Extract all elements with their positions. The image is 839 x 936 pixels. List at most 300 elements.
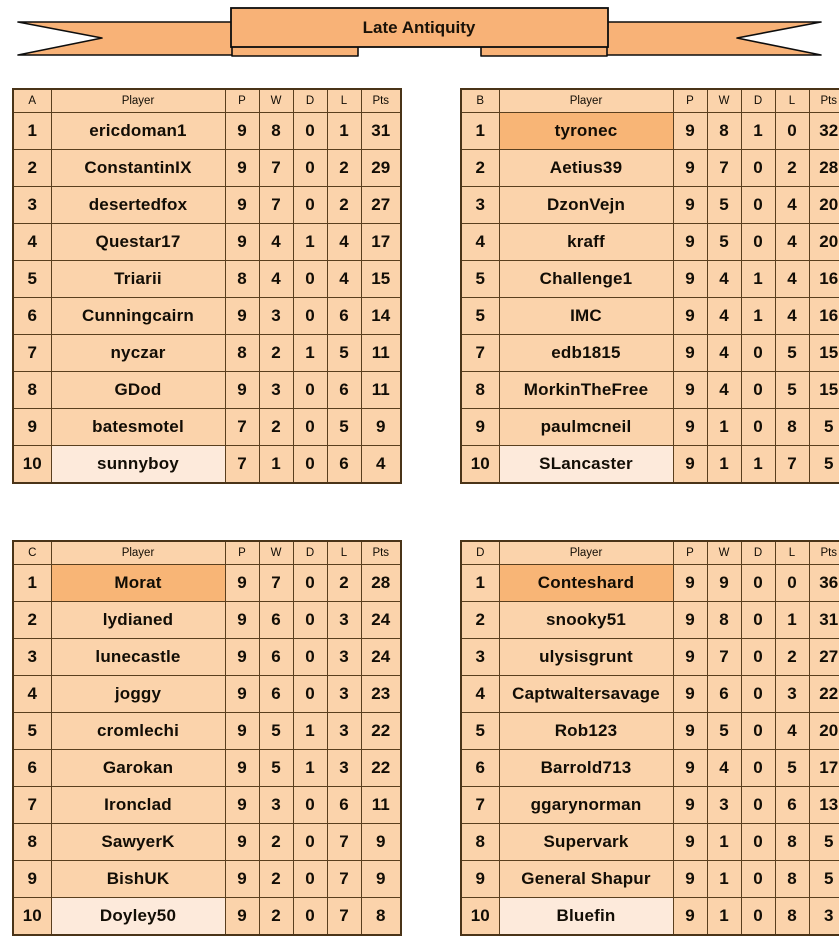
cell-player: Challenge1 [499, 261, 673, 298]
table-row[interactable] [13, 602, 401, 639]
cell-p: 9 [673, 224, 707, 261]
column-header-w[interactable]: W [707, 541, 741, 565]
table-header-row [13, 89, 401, 113]
cell-rank: 4 [461, 224, 499, 261]
cell-l: 2 [327, 150, 361, 187]
cell-d: 0 [741, 224, 775, 261]
cell-w: 1 [707, 446, 741, 484]
table-row[interactable] [461, 750, 839, 787]
table-row[interactable] [461, 113, 839, 150]
cell-player: IMC [499, 298, 673, 335]
cell-player: GDod [51, 372, 225, 409]
column-header-l[interactable]: L [775, 89, 809, 113]
cell-l: 3 [327, 713, 361, 750]
cell-d: 1 [293, 335, 327, 372]
cell-p: 9 [225, 602, 259, 639]
grid-spacer [0, 484, 839, 540]
cell-rank: 6 [13, 750, 51, 787]
group-letter-b: B [461, 89, 499, 113]
cell-l: 2 [775, 639, 809, 676]
cell-player: SLancaster [499, 446, 673, 484]
cell-d: 1 [741, 298, 775, 335]
standings-table-d [460, 540, 839, 936]
cell-p: 9 [225, 750, 259, 787]
cell-p: 9 [673, 150, 707, 187]
cell-l: 3 [327, 639, 361, 676]
cell-player: Supervark [499, 824, 673, 861]
cell-l: 8 [775, 824, 809, 861]
table-row[interactable] [13, 150, 401, 187]
cell-p: 9 [673, 372, 707, 409]
cell-rank: 1 [461, 565, 499, 602]
cell-d: 0 [293, 787, 327, 824]
cell-l: 3 [775, 676, 809, 713]
column-header-d[interactable]: D [293, 89, 327, 113]
cell-player: Questar17 [51, 224, 225, 261]
cell-d: 0 [293, 565, 327, 602]
cell-w: 5 [259, 713, 293, 750]
table-row[interactable] [13, 261, 401, 298]
cell-pts: 9 [361, 861, 401, 898]
cell-rank: 7 [13, 335, 51, 372]
column-header-w[interactable]: W [259, 89, 293, 113]
table-row[interactable] [13, 335, 401, 372]
cell-pts: 8 [361, 898, 401, 936]
cell-pts: 13 [809, 787, 839, 824]
cell-pts: 31 [809, 602, 839, 639]
cell-p: 8 [225, 261, 259, 298]
column-header-l[interactable]: L [327, 89, 361, 113]
cell-p: 9 [673, 713, 707, 750]
table-row[interactable] [461, 446, 839, 484]
cell-d: 0 [741, 187, 775, 224]
cell-d: 0 [741, 787, 775, 824]
cell-rank: 3 [13, 187, 51, 224]
cell-pts: 5 [809, 409, 839, 446]
cell-w: 2 [259, 861, 293, 898]
table-row[interactable] [461, 676, 839, 713]
cell-pts: 5 [809, 446, 839, 484]
cell-p: 7 [225, 446, 259, 484]
cell-p: 8 [225, 335, 259, 372]
cell-player: paulmcneil [499, 409, 673, 446]
cell-d: 0 [741, 602, 775, 639]
cell-w: 4 [259, 224, 293, 261]
cell-rank: 4 [13, 676, 51, 713]
cell-d: 0 [293, 298, 327, 335]
cell-p: 9 [225, 187, 259, 224]
standings-table-a [12, 88, 402, 484]
standings-row-bottom [0, 540, 839, 936]
cell-w: 2 [259, 335, 293, 372]
cell-p: 9 [225, 898, 259, 936]
cell-player: sunnyboy [51, 446, 225, 484]
cell-d: 0 [293, 150, 327, 187]
cell-pts: 17 [361, 224, 401, 261]
cell-w: 1 [707, 861, 741, 898]
column-header-player[interactable]: Player [499, 89, 673, 113]
cell-p: 9 [225, 787, 259, 824]
cell-rank: 9 [13, 861, 51, 898]
cell-pts: 36 [809, 565, 839, 602]
cell-w: 7 [707, 639, 741, 676]
cell-d: 0 [741, 861, 775, 898]
table-row[interactable] [13, 298, 401, 335]
cell-pts: 15 [361, 261, 401, 298]
standings-body-b [461, 113, 839, 484]
cell-d: 0 [741, 750, 775, 787]
cell-l: 5 [775, 372, 809, 409]
cell-rank: 7 [13, 787, 51, 824]
cell-player: BishUK [51, 861, 225, 898]
column-header-p[interactable]: P [673, 89, 707, 113]
cell-pts: 15 [809, 335, 839, 372]
cell-w: 4 [707, 298, 741, 335]
banner-header [0, 0, 839, 72]
table-row[interactable] [13, 639, 401, 676]
table-row[interactable] [461, 861, 839, 898]
cell-w: 1 [707, 824, 741, 861]
cell-w: 6 [259, 676, 293, 713]
cell-w: 7 [259, 150, 293, 187]
cell-l: 7 [327, 861, 361, 898]
cell-rank: 5 [461, 261, 499, 298]
column-header-p[interactable]: P [673, 541, 707, 565]
cell-rank: 5 [461, 713, 499, 750]
cell-w: 7 [707, 150, 741, 187]
cell-p: 9 [673, 446, 707, 484]
standings-body-d [461, 565, 839, 936]
cell-player: tyronec [499, 113, 673, 150]
cell-player: ericdoman1 [51, 113, 225, 150]
cell-player: edb1815 [499, 335, 673, 372]
column-header-l[interactable]: L [327, 541, 361, 565]
column-header-player[interactable]: Player [499, 541, 673, 565]
standings-body-c [13, 565, 401, 936]
cell-rank: 9 [461, 409, 499, 446]
cell-player: Cunningcairn [51, 298, 225, 335]
cell-p: 9 [673, 750, 707, 787]
cell-l: 5 [327, 335, 361, 372]
standings-body-a [13, 113, 401, 484]
cell-player: Captwaltersavage [499, 676, 673, 713]
cell-pts: 9 [361, 409, 401, 446]
cell-p: 9 [673, 187, 707, 224]
table-row[interactable] [13, 446, 401, 484]
table-row[interactable] [13, 187, 401, 224]
table-row[interactable] [461, 372, 839, 409]
group-b-container [430, 88, 839, 484]
cell-pts: 22 [361, 750, 401, 787]
column-header-pts[interactable]: Pts [361, 541, 401, 565]
table-row[interactable] [461, 298, 839, 335]
cell-pts: 16 [809, 261, 839, 298]
cell-pts: 20 [809, 713, 839, 750]
table-row[interactable] [13, 824, 401, 861]
cell-p: 9 [225, 861, 259, 898]
cell-p: 9 [225, 713, 259, 750]
cell-pts: 20 [809, 187, 839, 224]
cell-player: snooky51 [499, 602, 673, 639]
cell-rank: 3 [13, 639, 51, 676]
cell-pts: 11 [361, 335, 401, 372]
table-row[interactable] [461, 409, 839, 446]
cell-pts: 15 [809, 372, 839, 409]
cell-d: 0 [293, 602, 327, 639]
cell-l: 6 [775, 787, 809, 824]
cell-l: 8 [775, 861, 809, 898]
cell-rank: 9 [13, 409, 51, 446]
group-a-container [0, 88, 430, 484]
cell-player: Aetius39 [499, 150, 673, 187]
cell-rank: 10 [13, 898, 51, 936]
table-row[interactable] [461, 787, 839, 824]
table-row[interactable] [461, 565, 839, 602]
cell-rank: 9 [461, 861, 499, 898]
table-row[interactable] [461, 602, 839, 639]
group-letter-a: A [13, 89, 51, 113]
cell-d: 0 [293, 446, 327, 484]
cell-player: Triarii [51, 261, 225, 298]
cell-player: desertedfox [51, 187, 225, 224]
cell-p: 9 [225, 372, 259, 409]
table-row[interactable] [13, 713, 401, 750]
cell-l: 2 [775, 150, 809, 187]
cell-w: 5 [259, 750, 293, 787]
cell-d: 0 [293, 676, 327, 713]
column-header-w[interactable]: W [259, 541, 293, 565]
cell-l: 5 [775, 750, 809, 787]
cell-rank: 10 [13, 446, 51, 484]
cell-player: ulysisgrunt [499, 639, 673, 676]
cell-p: 9 [673, 113, 707, 150]
cell-rank: 8 [461, 372, 499, 409]
cell-l: 1 [775, 602, 809, 639]
cell-w: 5 [707, 224, 741, 261]
cell-pts: 29 [361, 150, 401, 187]
table-row[interactable] [461, 824, 839, 861]
cell-player: cromlechi [51, 713, 225, 750]
cell-rank: 7 [461, 335, 499, 372]
column-header-p[interactable]: P [225, 89, 259, 113]
cell-d: 0 [741, 713, 775, 750]
cell-rank: 8 [13, 372, 51, 409]
cell-pts: 27 [361, 187, 401, 224]
cell-player: SawyerK [51, 824, 225, 861]
cell-pts: 14 [361, 298, 401, 335]
table-row[interactable] [13, 750, 401, 787]
cell-d: 0 [741, 639, 775, 676]
table-row[interactable] [461, 150, 839, 187]
table-row[interactable] [461, 639, 839, 676]
cell-w: 3 [259, 787, 293, 824]
cell-player: MorkinTheFree [499, 372, 673, 409]
cell-p: 9 [673, 565, 707, 602]
cell-pts: 23 [361, 676, 401, 713]
cell-rank: 3 [461, 187, 499, 224]
cell-rank: 4 [461, 676, 499, 713]
table-row[interactable] [13, 372, 401, 409]
cell-p: 9 [673, 824, 707, 861]
cell-d: 0 [293, 824, 327, 861]
cell-rank: 2 [461, 602, 499, 639]
group-c-container [0, 540, 430, 936]
group-d-container [430, 540, 839, 936]
standings-table-b [460, 88, 839, 484]
cell-l: 6 [327, 372, 361, 409]
cell-pts: 5 [809, 824, 839, 861]
cell-pts: 27 [809, 639, 839, 676]
cell-l: 7 [327, 898, 361, 936]
cell-w: 8 [707, 602, 741, 639]
cell-rank: 5 [13, 713, 51, 750]
cell-l: 0 [775, 113, 809, 150]
cell-d: 0 [741, 335, 775, 372]
cell-rank: 8 [13, 824, 51, 861]
cell-l: 5 [775, 335, 809, 372]
cell-p: 9 [673, 787, 707, 824]
cell-player: Morat [51, 565, 225, 602]
cell-l: 3 [327, 676, 361, 713]
cell-w: 1 [707, 898, 741, 936]
cell-w: 7 [259, 565, 293, 602]
cell-w: 4 [707, 750, 741, 787]
cell-l: 4 [327, 261, 361, 298]
cell-rank: 10 [461, 446, 499, 484]
column-header-d[interactable]: D [741, 541, 775, 565]
cell-w: 7 [259, 187, 293, 224]
column-header-player[interactable]: Player [51, 541, 225, 565]
column-header-pts[interactable]: Pts [361, 89, 401, 113]
cell-p: 9 [225, 113, 259, 150]
column-header-d[interactable]: D [741, 89, 775, 113]
cell-player: Barrold713 [499, 750, 673, 787]
cell-pts: 11 [361, 787, 401, 824]
table-row[interactable] [461, 335, 839, 372]
cell-rank: 4 [13, 224, 51, 261]
cell-player: General Shapur [499, 861, 673, 898]
cell-d: 0 [293, 861, 327, 898]
column-header-p[interactable]: P [225, 541, 259, 565]
banner-right-tail [599, 22, 821, 55]
cell-pts: 20 [809, 224, 839, 261]
cell-w: 5 [707, 713, 741, 750]
cell-player: nyczar [51, 335, 225, 372]
cell-d: 1 [741, 446, 775, 484]
cell-p: 9 [673, 409, 707, 446]
cell-d: 1 [293, 750, 327, 787]
group-letter-d: D [461, 541, 499, 565]
cell-w: 6 [259, 602, 293, 639]
cell-w: 6 [707, 676, 741, 713]
cell-pts: 24 [361, 639, 401, 676]
table-row[interactable] [13, 676, 401, 713]
cell-pts: 4 [361, 446, 401, 484]
cell-w: 5 [707, 187, 741, 224]
column-header-pts[interactable]: Pts [809, 89, 839, 113]
cell-p: 9 [225, 824, 259, 861]
cell-player: Ironclad [51, 787, 225, 824]
table-row[interactable] [13, 113, 401, 150]
cell-p: 9 [225, 224, 259, 261]
cell-w: 4 [707, 261, 741, 298]
table-row[interactable] [13, 787, 401, 824]
table-row[interactable] [461, 261, 839, 298]
cell-l: 8 [775, 898, 809, 936]
cell-player: Garokan [51, 750, 225, 787]
cell-pts: 22 [809, 676, 839, 713]
cell-d: 1 [293, 224, 327, 261]
cell-l: 1 [327, 113, 361, 150]
cell-pts: 3 [809, 898, 839, 936]
cell-rank: 6 [13, 298, 51, 335]
cell-rank: 5 [461, 298, 499, 335]
cell-pts: 31 [361, 113, 401, 150]
column-header-pts[interactable]: Pts [809, 541, 839, 565]
banner-left-tail [18, 22, 240, 55]
table-row[interactable] [461, 713, 839, 750]
cell-player: kraff [499, 224, 673, 261]
cell-rank: 7 [461, 787, 499, 824]
cell-player: batesmotel [51, 409, 225, 446]
column-header-l[interactable]: L [775, 541, 809, 565]
cell-pts: 9 [361, 824, 401, 861]
cell-rank: 2 [13, 150, 51, 187]
cell-player: Conteshard [499, 565, 673, 602]
cell-d: 0 [741, 898, 775, 936]
table-row[interactable] [461, 224, 839, 261]
table-row[interactable] [13, 565, 401, 602]
cell-d: 0 [293, 261, 327, 298]
cell-pts: 16 [809, 298, 839, 335]
cell-w: 6 [259, 639, 293, 676]
cell-w: 3 [259, 298, 293, 335]
cell-player: Bluefin [499, 898, 673, 936]
cell-player: Rob123 [499, 713, 673, 750]
cell-p: 9 [673, 298, 707, 335]
cell-rank: 2 [461, 150, 499, 187]
table-row[interactable] [13, 861, 401, 898]
standings-grid [0, 88, 839, 936]
table-row[interactable] [461, 187, 839, 224]
column-header-player[interactable]: Player [51, 89, 225, 113]
cell-p: 9 [225, 639, 259, 676]
table-row[interactable] [13, 224, 401, 261]
column-header-w[interactable]: W [707, 89, 741, 113]
cell-l: 0 [775, 565, 809, 602]
cell-rank: 2 [13, 602, 51, 639]
table-header-row [461, 89, 839, 113]
cell-l: 4 [775, 261, 809, 298]
cell-l: 6 [327, 446, 361, 484]
cell-w: 9 [707, 565, 741, 602]
cell-p: 9 [673, 639, 707, 676]
column-header-d[interactable]: D [293, 541, 327, 565]
table-row[interactable] [461, 898, 839, 936]
cell-d: 0 [293, 898, 327, 936]
cell-p: 9 [673, 898, 707, 936]
table-row[interactable] [13, 898, 401, 936]
table-row[interactable] [13, 409, 401, 446]
cell-player: joggy [51, 676, 225, 713]
cell-player: lunecastle [51, 639, 225, 676]
cell-w: 4 [707, 372, 741, 409]
cell-p: 9 [673, 335, 707, 372]
cell-pts: 24 [361, 602, 401, 639]
cell-w: 4 [259, 261, 293, 298]
cell-d: 0 [741, 824, 775, 861]
table-header-row [461, 541, 839, 565]
